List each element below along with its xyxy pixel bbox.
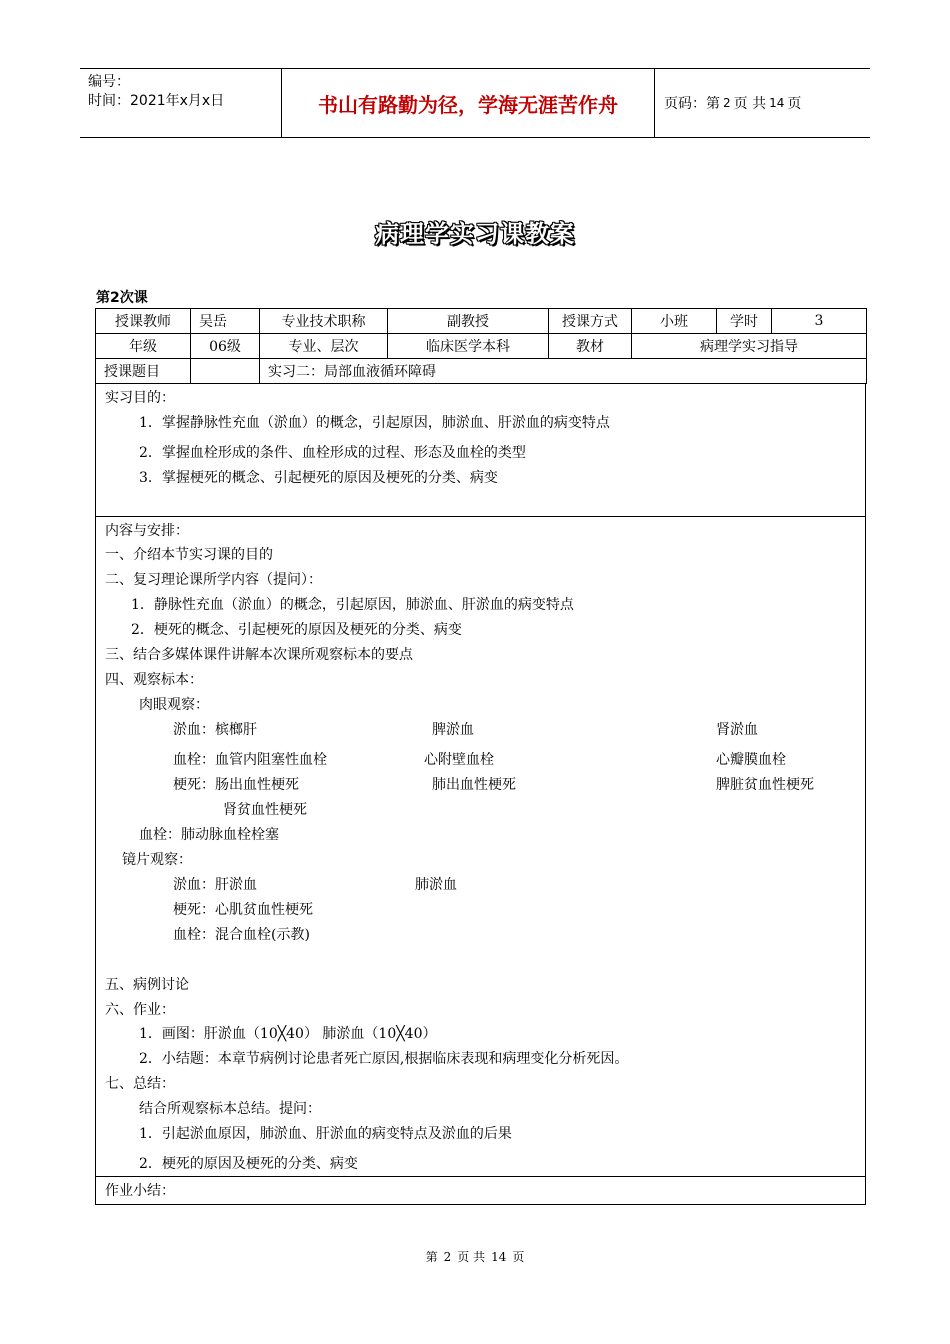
- content-item: 七、总结：: [105, 1076, 175, 1092]
- topic-value: 实习二：局部血液循环障碍: [260, 359, 867, 384]
- content-subitem: 1．画图：肝淤血（10╳40） 肺淤血（10╳40）: [139, 1026, 437, 1042]
- content-item: 一、介绍本节实习课的目的: [105, 547, 273, 563]
- header-divider: [654, 69, 655, 137]
- topic-label: 授课题目: [96, 359, 191, 384]
- specimen: 脾脏贫血性梗死: [716, 777, 814, 793]
- mode-value: 小班: [632, 309, 717, 334]
- goal-item: 1．掌握静脉性充血（淤血）的概念，引起原因，肺淤血、肝淤血的病变特点: [139, 415, 610, 431]
- content-item: 四、观察标本：: [105, 672, 203, 688]
- content-section: [95, 517, 866, 1177]
- content-subitem: 2．小结题：本章节病例讨论患者死亡原因,根据临床表现和病理变化分析死因。: [139, 1051, 629, 1067]
- content-subitem: 2．梗死的原因及梗死的分类、病变: [139, 1156, 358, 1172]
- content-item: 二、复习理论课所学内容（提问）：: [105, 572, 322, 588]
- content-item: 五、病例讨论: [105, 977, 189, 993]
- rank-value: 副教授: [388, 309, 549, 334]
- mode-label: 授课方式: [549, 309, 632, 334]
- micro-heading: 镜片观察：: [122, 852, 192, 868]
- specimen: 血栓：混合血栓(示教): [173, 927, 310, 943]
- specimen: 梗死：心肌贫血性梗死: [173, 902, 313, 918]
- teacher-value: 吴岳: [191, 309, 260, 334]
- header-meta: [88, 73, 278, 111]
- content-subitem: 1．引起淤血原因，肺淤血、肝淤血的病变特点及淤血的后果: [139, 1126, 512, 1142]
- specimen: 心附壁血栓: [424, 752, 494, 768]
- grade-value: 06级: [191, 334, 260, 359]
- homework-summary-label: 作业小结：: [105, 1183, 175, 1199]
- homework-summary-section: [95, 1177, 866, 1205]
- specimen: 血栓：肺动脉血栓栓塞: [139, 827, 279, 843]
- grade-label: 年级: [96, 334, 191, 359]
- specimen: 肺出血性梗死: [432, 777, 516, 793]
- page-footer: 第 2 页 共 14 页: [425, 1250, 525, 1264]
- header-page-number: 页码：第 2 页 共 14 页: [664, 96, 802, 112]
- specimen: 血栓：血管内阻塞性血栓: [173, 752, 327, 768]
- specimen: 梗死：肠出血性梗死: [173, 777, 299, 793]
- content-subitem: 结合所观察标本总结。提问：: [139, 1101, 321, 1117]
- specimen: 淤血：槟榔肝: [173, 722, 257, 738]
- content-subitem: 1．静脉性充血（淤血）的概念，引起原因，肺淤血、肝淤血的病变特点: [131, 597, 574, 613]
- specimen: 肾淤血: [716, 722, 758, 738]
- specimen: 肺淤血: [415, 877, 457, 893]
- major-value: 临床医学本科: [388, 334, 549, 359]
- course-info-table: [95, 308, 867, 384]
- specimen: 脾淤血: [432, 722, 474, 738]
- lesson-number: 第2次课: [96, 290, 148, 306]
- goal-item: 3．掌握梗死的概念、引起梗死的原因及梗死的分类、病变: [139, 470, 498, 486]
- book-value: 病理学实习指导: [632, 334, 867, 359]
- content-subitem: 2．梗死的概念、引起梗死的原因及梗死的分类、病变: [131, 622, 462, 638]
- goal-item: 2．掌握血栓形成的条件、血栓形成的过程、形态及血栓的类型: [139, 445, 526, 461]
- content-item: 六、作业：: [105, 1002, 175, 1018]
- specimen: 肾贫血性梗死: [223, 802, 307, 818]
- goals-heading: 实习目的：: [105, 390, 175, 406]
- specimen: 心瓣膜血栓: [716, 752, 786, 768]
- serial-label: 编号：: [88, 74, 130, 90]
- book-label: 教材: [549, 334, 632, 359]
- major-label: 专业、层次: [260, 334, 388, 359]
- rank-label: 专业技术职称: [260, 309, 388, 334]
- content-heading: 内容与安排：: [105, 523, 189, 539]
- gross-heading: 肉眼观察：: [139, 697, 209, 713]
- time-label: 时间：2021年x月x日: [88, 93, 225, 109]
- page-header: [80, 68, 870, 138]
- header-motto: 书山有路勤为径，学海无涯苦作舟: [318, 92, 618, 117]
- specimen: 淤血：肝淤血: [173, 877, 257, 893]
- teacher-label: 授课教师: [96, 309, 191, 334]
- hours-label: 学时: [717, 309, 772, 334]
- hours-value: 3: [772, 309, 867, 334]
- content-item: 三、结合多媒体课件讲解本次课所观察标本的要点: [105, 647, 413, 663]
- document-title: 病理学实习课教案: [375, 220, 575, 248]
- goals-section: [95, 384, 866, 517]
